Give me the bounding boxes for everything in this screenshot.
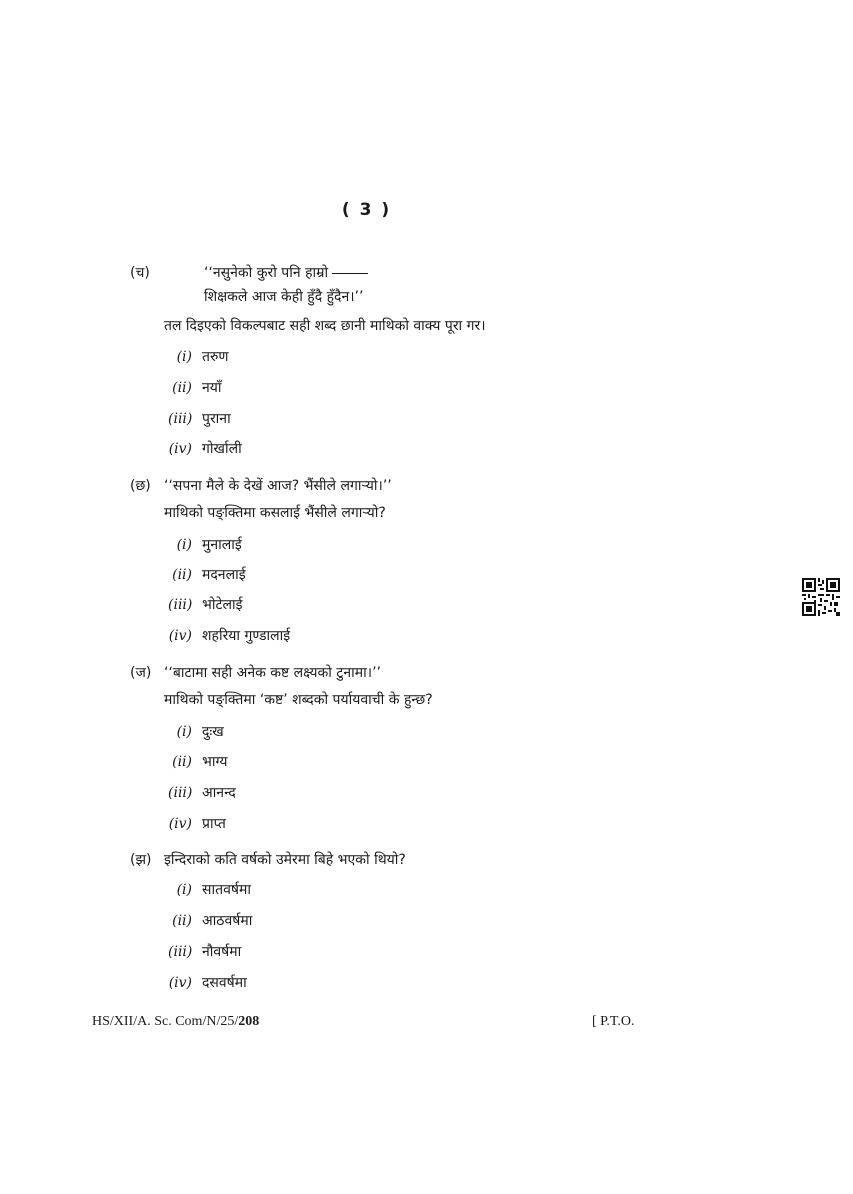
- option-number: (ii): [172, 567, 192, 583]
- option-number: (ii): [172, 754, 192, 770]
- option-item: [168, 751, 228, 773]
- option-number: (iii): [168, 944, 193, 960]
- option-item: [168, 408, 231, 430]
- option-text: मुनालाई: [202, 537, 242, 553]
- option-item: [168, 377, 222, 399]
- option-number: (i): [176, 882, 192, 898]
- instruction: इन्दिराको कति वर्षको उमेरमा बिहे भएको थियो?: [164, 852, 406, 868]
- option-text: गोर्खाली: [202, 441, 242, 457]
- option-text: भाग्य: [202, 754, 228, 770]
- paper-code-number: 208: [238, 1014, 260, 1029]
- question-label: (झ): [130, 852, 152, 868]
- option-text: प्राप्त: [202, 816, 226, 832]
- quote-line-1-wrap: [204, 262, 368, 284]
- option-text: आठवर्षमा: [202, 913, 253, 929]
- option-number: (iv): [168, 816, 192, 832]
- option-number: (ii): [172, 913, 192, 929]
- option-number: (iv): [168, 441, 192, 457]
- option-item: [168, 564, 246, 586]
- option-item: [168, 625, 290, 647]
- option-item: [168, 910, 252, 932]
- option-item: [168, 721, 224, 743]
- option-number: (i): [176, 537, 192, 553]
- option-text: नयाँ: [202, 380, 222, 396]
- quote-line-1: ‘‘नसुनेको कुरो पनि हाम्रो: [204, 265, 329, 281]
- option-item: [168, 972, 247, 994]
- option-text: शहरिया गुण्डालाई: [202, 628, 291, 644]
- option-number: (ii): [172, 380, 192, 396]
- option-item: [168, 438, 242, 460]
- option-number: (i): [176, 724, 192, 740]
- option-number: (iii): [168, 411, 193, 427]
- page-number: ( 3 ): [341, 200, 392, 220]
- option-item: [168, 782, 236, 804]
- option-text: भोटेलाई: [202, 597, 243, 613]
- option-number: (i): [176, 349, 192, 365]
- instruction: माथिको पङ्क्तिमा कसलाई भैंसीले लगाऱ्यो?: [164, 505, 386, 521]
- pto-label: [ P.T.O.: [592, 1014, 635, 1029]
- option-text: सातवर्षमा: [202, 882, 251, 898]
- option-text: दसवर्षमा: [202, 975, 247, 991]
- option-item: [168, 813, 226, 835]
- option-text: मदनलाई: [202, 567, 246, 583]
- option-text: पुराना: [202, 411, 231, 427]
- question-label: (छ): [130, 478, 151, 494]
- instruction: तल दिइएको विकल्पबाट सही शब्द छानी माथिको वाक्य पूरा गर।: [164, 318, 486, 334]
- option-text: नौवर्षमा: [202, 944, 242, 960]
- question-label: (ज): [130, 665, 152, 681]
- answer-blank: [332, 273, 368, 274]
- question-label: (च): [130, 265, 150, 281]
- option-number: (iii): [168, 597, 193, 613]
- option-text: दुःख: [202, 724, 224, 740]
- option-item: [168, 534, 242, 556]
- paper-code-prefix: HS/XII/A. Sc. Com/N/25/: [92, 1014, 239, 1029]
- option-text: तरुण: [202, 349, 229, 365]
- option-number: (iii): [168, 785, 193, 801]
- quote-line-1: ‘‘बाटामा सही अनेक कष्ट लक्ष्यको टुनामा।’’: [164, 665, 381, 681]
- option-number: (iv): [168, 975, 192, 991]
- option-item: [168, 594, 243, 616]
- option-number: (iv): [168, 628, 192, 644]
- qr-code-icon: [802, 578, 840, 616]
- option-item: [168, 941, 241, 963]
- paper-code: [92, 1014, 259, 1030]
- quote-line-1: ‘‘सपना मैले के देखें आज? भैंसीले लगाऱ्यो।’’: [164, 478, 392, 494]
- quote-line-2: शिक्षकले आज केही हुँदै हुँदैन।’’: [204, 289, 364, 305]
- instruction: माथिको पङ्क्तिमा ‘कष्ट’ शब्दको पर्यायवाची के हुन्छ?: [164, 692, 433, 708]
- option-item: [168, 346, 228, 368]
- option-item: [168, 879, 251, 901]
- option-text: आनन्द: [202, 785, 236, 801]
